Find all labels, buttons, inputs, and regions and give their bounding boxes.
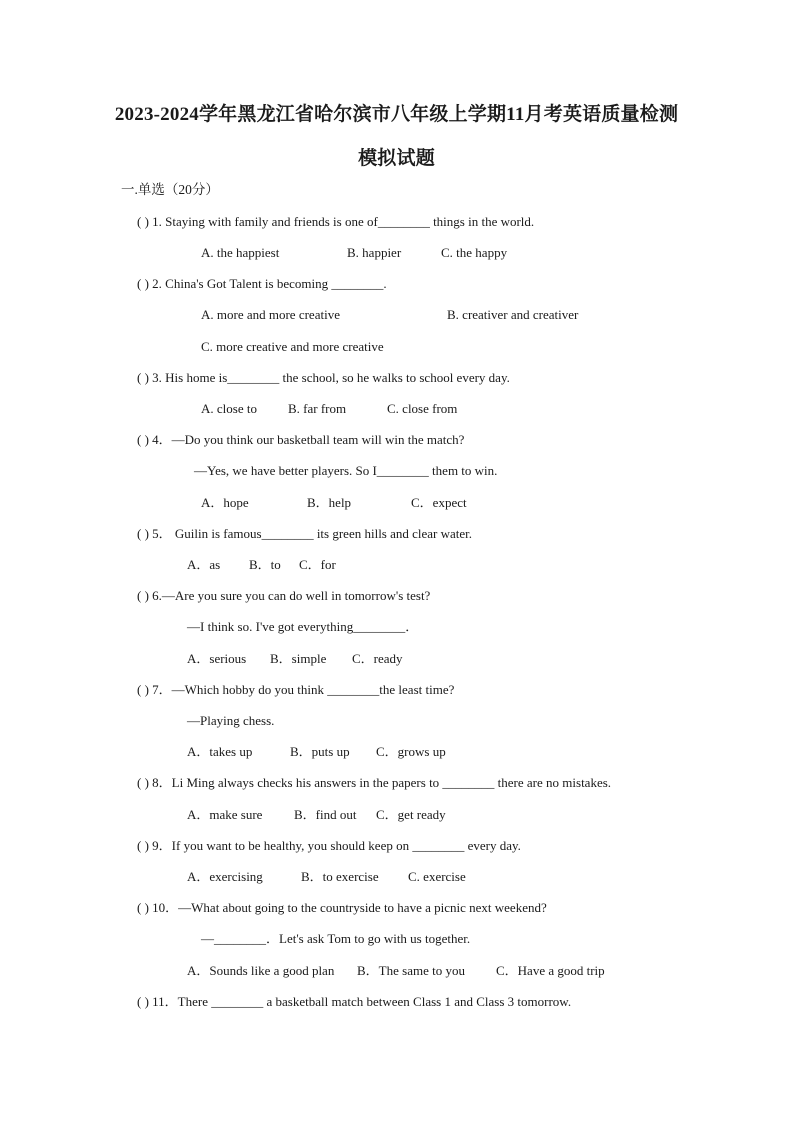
q1-option-a: A. the happiest [201,245,280,260]
q6-option-a: A．serious [187,651,247,666]
question-7-dialog: —Playing chess. [187,713,275,728]
q3-option-b: B. far from [288,401,347,416]
q5-option-a: A．as [187,557,221,572]
q6-option-b: B．simple [270,651,327,666]
q1-option-b: B. happier [347,245,402,260]
q7-option-a: A．takes up [187,744,253,759]
q4-option-b: B．help [307,495,352,510]
q5-option-b: B．to [249,557,281,572]
section-heading: 一.单选（20分） [121,182,219,197]
q8-option-c: C．get ready [376,807,446,822]
question-9-stem: ( ) 9．If you want to be healthy, you should keep on ________ every day. [137,838,521,853]
question-11-stem: ( ) 11．There ________ a basketball match between Class 1 and Class 3 tomorrow. [137,994,572,1009]
q2-option-b: B. creativer and creativer [447,307,579,322]
question-4-dialog: —Yes, we have better players. So I________ them to win. [194,463,498,478]
question-5-stem: ( ) 5． Guilin is famous________ its green hills and clear water. [137,526,473,541]
q2-option-a: A. more and more creative [201,307,340,322]
q9-option-b: B．to exercise [301,869,379,884]
question-3-stem: ( ) 3. His home is________ the school, so he walks to school every day. [137,370,510,385]
exam-title-line-1: 2023-2024学年黑龙江省哈尔滨市八年级上学期11月考英语质量检测 [114,104,679,125]
q10-option-c: C．Have a good trip [496,963,605,978]
question-10-stem: ( ) 10．—What about going to the countryside to have a picnic next weekend? [137,900,547,915]
question-7-stem: ( ) 7．—Which hobby do you think ________the least time? [137,682,455,697]
q8-option-a: A．make sure [187,807,263,822]
q10-option-b: B．The same to you [357,963,465,978]
question-10-dialog: —________．Let's ask Tom to go with us together. [201,931,471,946]
q4-option-a: A．hope [201,495,249,510]
exam-title-line-2: 模拟试题 [358,148,435,169]
q6-option-c: C．ready [352,651,403,666]
q3-option-c: C. close from [387,401,458,416]
question-1-stem: ( ) 1. Staying with family and friends is one of________ things in the world. [137,214,535,229]
q4-option-c: C．expect [411,495,467,510]
q2-option-c: C. more creative and more creative [201,339,384,354]
q9-option-a: A．exercising [187,869,263,884]
q10-option-a: A．Sounds like a good plan [187,963,335,978]
question-6-dialog: —I think so. I've got everything________． [187,619,419,634]
q7-option-c: C．grows up [376,744,446,759]
q5-option-c: C．for [299,557,336,572]
q1-option-c: C. the happy [441,245,508,260]
q7-option-b: B．puts up [290,744,350,759]
q8-option-b: B．find out [294,807,357,822]
q9-option-c: C. exercise [408,869,466,884]
question-6-stem: ( ) 6.—Are you sure you can do well in tomorrow's test? [137,588,431,603]
q3-option-a: A. close to [201,401,257,416]
question-4-stem: ( ) 4．—Do you think our basketball team will win the match? [137,432,465,447]
question-2-stem: ( ) 2. China's Got Talent is becoming ________. [137,276,387,291]
question-8-stem: ( ) 8．Li Ming always checks his answers in the papers to ________ there are no mistakes. [137,775,612,790]
